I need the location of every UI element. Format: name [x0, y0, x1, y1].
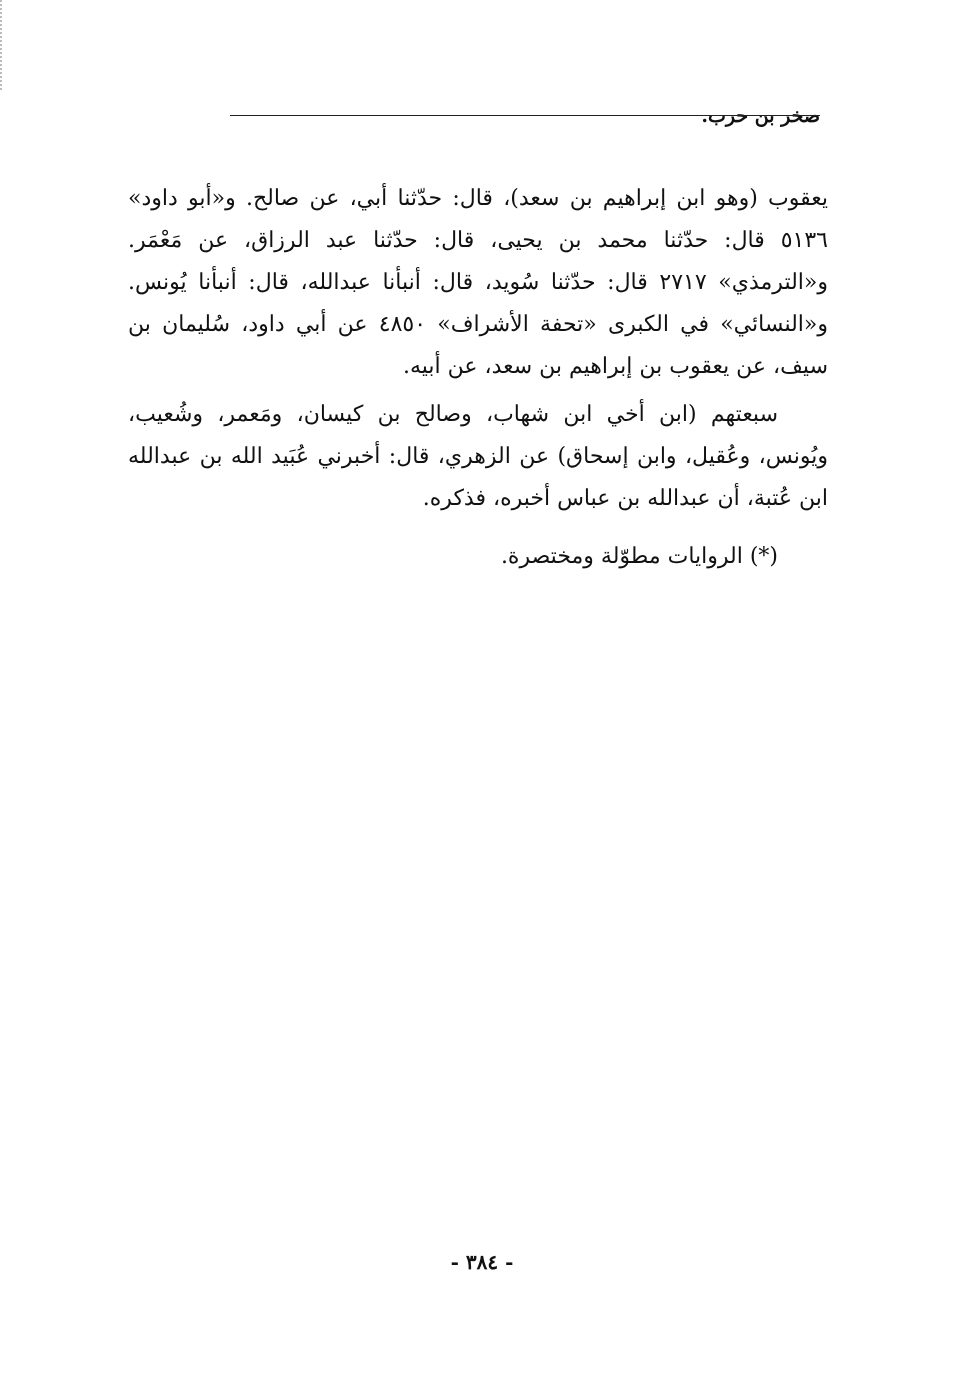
body-text — [128, 178, 828, 520]
footnote: (*) الروايات مطوّلة ومختصرة. — [500, 544, 778, 569]
page-number: - ٣٨٤ - — [450, 1250, 514, 1274]
header-title: صخر بن حرب. — [701, 105, 820, 127]
running-header — [118, 100, 820, 132]
page-edge-mark — [0, 0, 5, 90]
paragraph-sources: يعقوب (وهو ابن إبراهيم بن سعد)، قال: حدّثنا أبي، عن صالح. و«أبو داود» ٥١٣٦ قال: حدّثنا محمد بن يحيى، قال: حدّثنا عبد الرزاق، عن مَعْمَر. و«الترمذي» ٢٧١٧ قال: حدّثنا سُويد، قال: أنبأنا عبدالله، قال: أنبأنا يُونس. و«النسائي» في الكبرى «تحفة الأشراف» ٤٨٥٠ عن أبي داود، سُليمان بن سيف، عن يعقوب بن إبراهيم بن سعد، عن أبيه. — [128, 186, 828, 379]
header-rule — [230, 115, 820, 116]
paragraph-chain: سبعتهم (ابن أخي ابن شهاب، وصالح بن كيسان، ومَعمر، وشُعيب، ويُونس، وعُقيل، وابن إسحاق) عن الزهري، قال: أخبرني عُبَيد الله بن عبدالله ابن عُتبة، أن عبدالله بن عباس أخبره، فذكره. — [128, 402, 828, 511]
